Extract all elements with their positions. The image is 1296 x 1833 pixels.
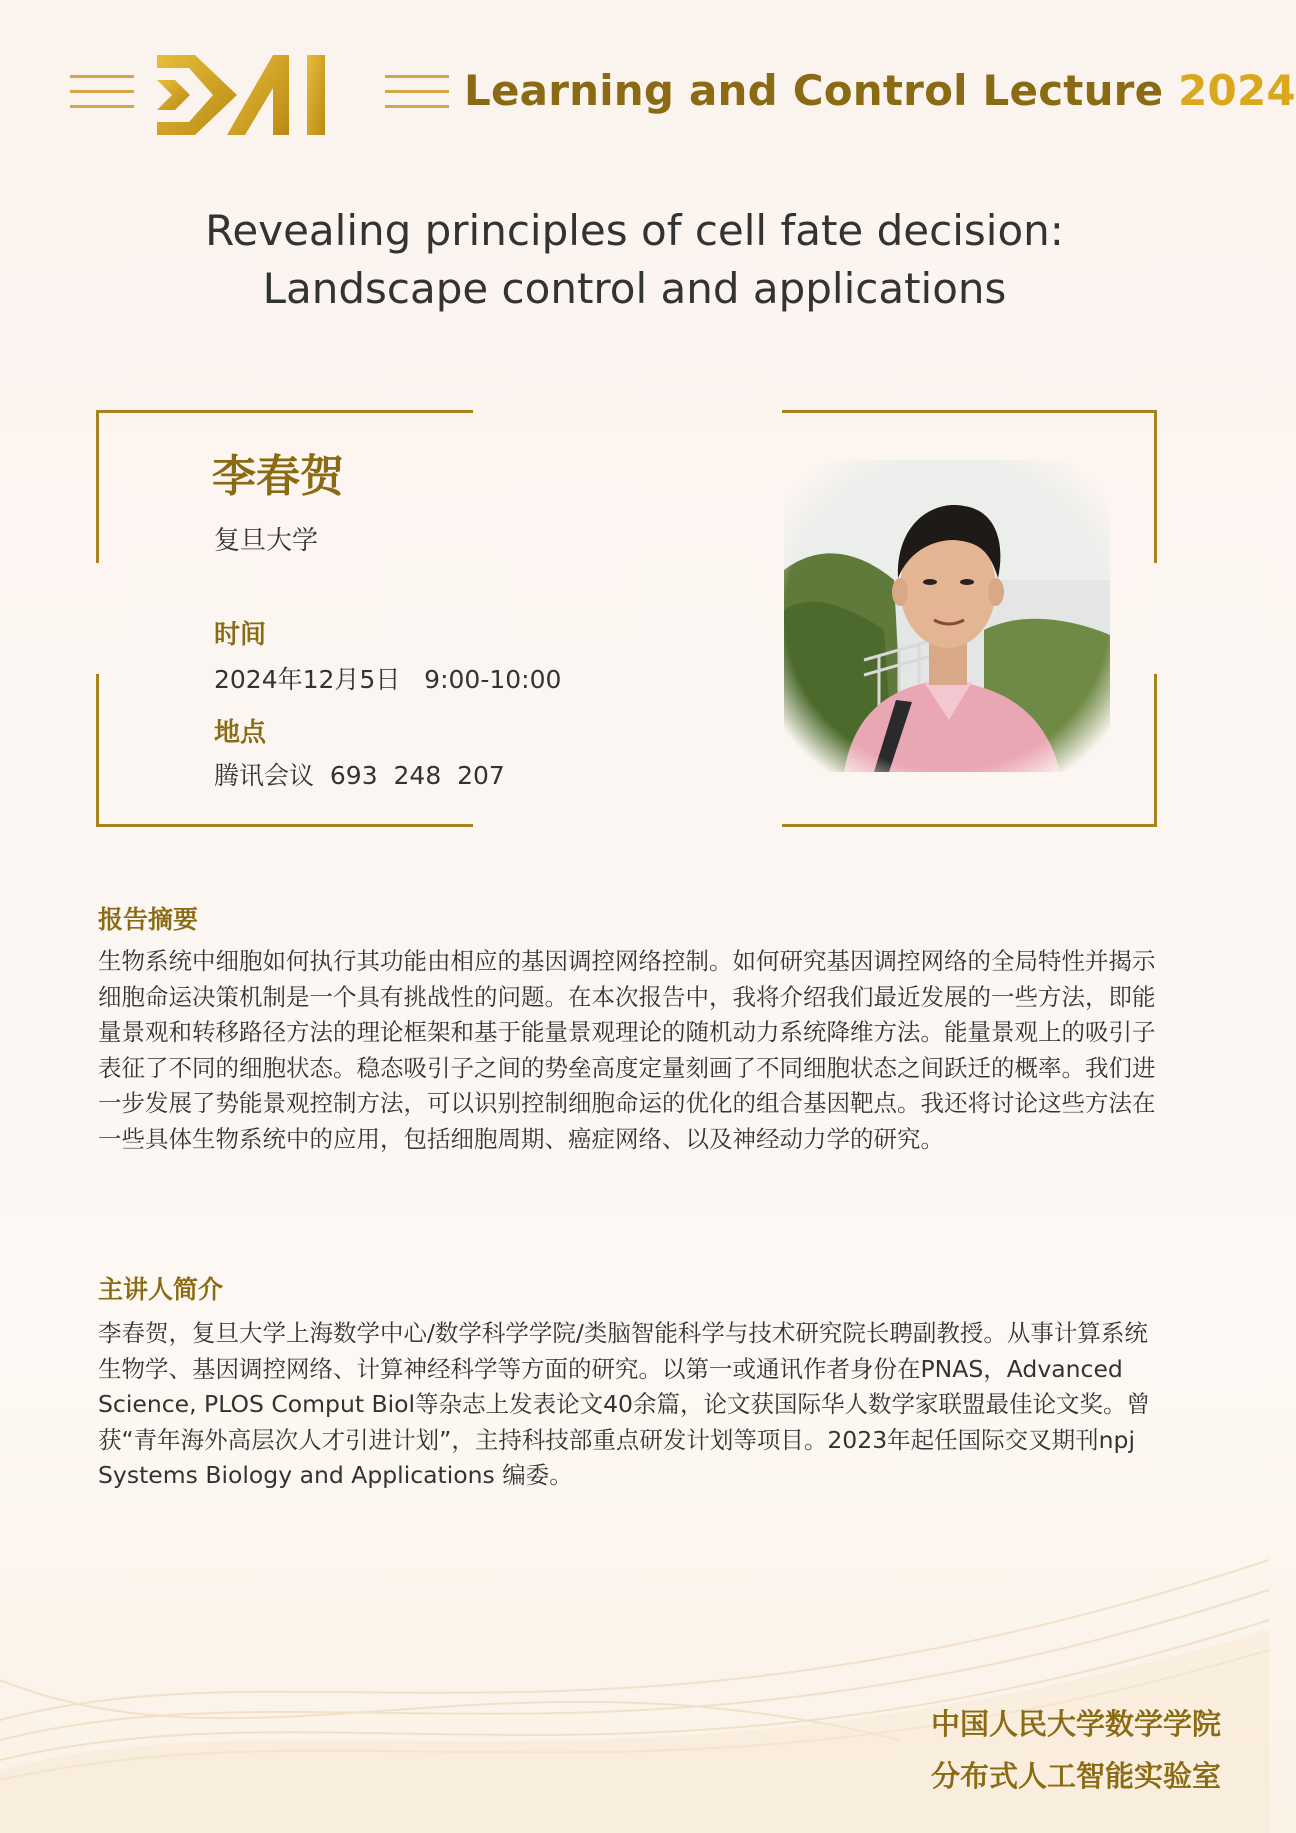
talk-title-line-1: Revealing principles of cell fate decision: <box>205 206 1064 255</box>
talk-title-line-2: Landscape control and applications <box>262 264 1007 313</box>
series-name: Learning and Control Lecture <box>464 66 1164 115</box>
footer-line-1: 中国人民大学数学学院 <box>930 1707 1221 1741</box>
decorative-lines-left <box>70 75 134 120</box>
time-value: 2024年12月5日 9:00-10:00 <box>214 665 562 694</box>
time-label: 时间 <box>214 620 267 650</box>
abstract-text: 生物系统中细胞如何执行其功能由相应的基因调控网络控制。如何研究基因调控网络的全局特性并揭示细胞命运决策机制是一个具有挑战性的问题。在本次报告中，我将介绍我们最近发展的一些方法，即能量景观和转移路径方法的理论框架和基于能量景观理论的随机动力系统降维方法。能量景观上的吸引子表征了不同的细胞状态。稳态吸引子之间的势垒高度定量刻画了不同细胞状态之间跃迁的概率。我们进一步发展了势能景观控制方法，可以识别控制细胞命运的优化的组合基因靶点。我还将讨论这些方法在一些具体生物系统中的应用，包括细胞周期、癌症网络、以及神经动力学的研究。 <box>98 947 1156 1153</box>
speaker-affiliation: 复旦大学 <box>214 526 319 556</box>
decorative-lines-right <box>385 75 449 120</box>
dai-logo <box>155 50 355 140</box>
place-value: 腾讯会议 693 248 207 <box>214 761 505 790</box>
abstract-title: 报告摘要 <box>98 905 199 934</box>
series-year: 2024 <box>1178 66 1296 115</box>
header <box>0 40 1296 160</box>
frame-bottom-left <box>96 674 473 827</box>
speaker-name: 李春贺 <box>212 451 344 502</box>
series-title <box>464 66 1296 115</box>
place-label: 地点 <box>214 718 267 748</box>
bio-text: 李春贺，复旦大学上海数学中心/数学科学学院/类脑智能科学与技术研究院长聘副教授。从事计算系统生物学、基因调控网络、计算神经科学等方面的研究。以第一或通讯作者身份在PNAS，Advanced Science, PLOS Comput Biol等杂志上发表论文40余篇，论文获国际华人数学家联盟最佳论文奖。曾获“青年海外高层次人才引进计划”，主持科技部重点研发计划等项目。2023年起任国际交叉期刊npj Systems Biology and Applications 编委。 <box>98 1319 1150 1489</box>
footer-line-2: 分布式人工智能实验室 <box>930 1759 1221 1793</box>
footer-organization <box>931 1698 1221 1802</box>
talk-title <box>0 202 1269 318</box>
bio-title: 主讲人简介 <box>98 1275 224 1304</box>
speaker-photo <box>784 460 1110 772</box>
